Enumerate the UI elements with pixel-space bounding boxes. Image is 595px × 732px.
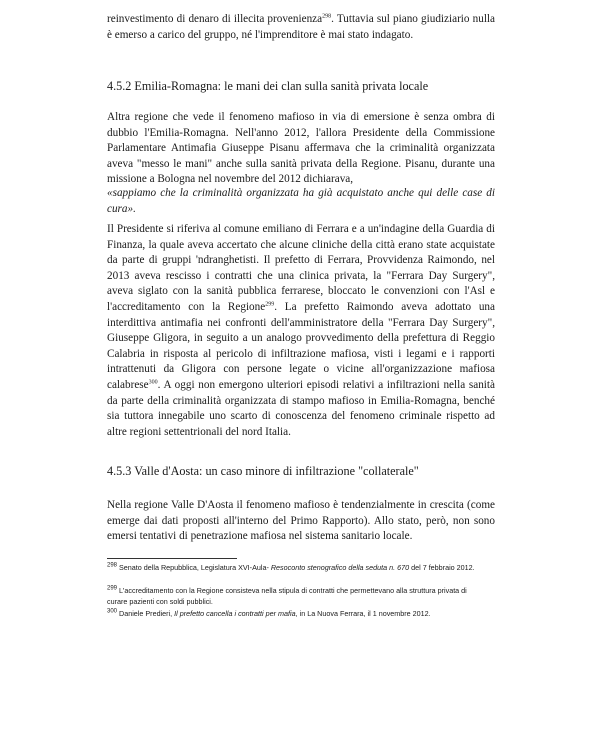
section-heading-4-5-3: 4.5.3 Valle d'Aosta: un caso minore di infiltrazione "collaterale"	[107, 464, 419, 478]
footnote-text: L'accreditamento con la Regione consisteva nella stipula di contratti che permettevano alla struttura privata di curare pazienti con soldi pubblici.	[107, 586, 467, 606]
footnote-300	[107, 609, 487, 620]
footnote-ref-298[interactable]: 298	[322, 13, 332, 20]
footnote-ref-299[interactable]: 299	[265, 301, 275, 308]
section-heading-4-5-2: 4.5.2 Emilia-Romagna: le mani dei clan sulla sanità privata locale	[107, 79, 429, 93]
section-4-5-2-paragraph-2	[107, 222, 495, 440]
footnote-298	[107, 563, 487, 574]
footnote-text: Daniele Predieri,	[117, 609, 175, 618]
footnote-italic-title: Il prefetto cancella i contratti per mafia	[174, 609, 296, 618]
paragraph-2-part-a: Il Presidente si riferiva al comune emiliano di Ferrara e a un'indagine della Guardia di Finanza, la quale aveva accertato che alcune cliniche della città erano state acquistate da parte di gruppi 'ndranghetisti. Il prefetto di Ferrara, Provvidenza Raimondo, nel 2013 aveva rescisso i contratti che una clinica privata, la "Ferrara Day Surgery", aveva siglato con la sanità pubblica ferrarese, bloccato le convenzioni con l'Asl e l'accreditamento con la Regione	[107, 223, 495, 313]
footnote-number: 298	[107, 562, 118, 569]
footnote-divider	[107, 558, 237, 559]
top-paragraph-rest: . Tuttavia sul piano giudiziario nulla è emerso a carico del gruppo, né l'imprenditore è mai stato indagato.	[107, 13, 495, 41]
section-4-5-2-paragraph-1: Altra regione che vede il fenomeno mafioso in via di emersione è senza ombra di dubbio l'Emilia-Romagna. Nell'anno 2012, l'allora Presidente della Commissione Parlamentare Antimafia Giuseppe Pisanu affermava che la criminalità organizzata aveva "messo le mani" anche sulla sanità privata della Regione. Pisanu, durante una missione a Bologna nel novembre del 2012 dichiarava,	[107, 111, 495, 186]
section-4-5-3-paragraph-1: Nella regione Valle D'Aosta il fenomeno mafioso è tendenzialmente in crescita (come emerge dai dati proposti all'interno del Primo Rapporto). Allo stato, però, non sono emersi tentativi di penetrazione mafiosa nel sistema sanitario locale.	[107, 499, 495, 543]
footnote-299	[107, 586, 487, 607]
paragraph-2-part-b: . La prefetto Raimondo aveva adottato una interdittiva antimafia nei confronti dell'amministratore della "Ferrara Day Surgery", Giuseppe Gligora, in seguito a un analogo provvedimento della prefettura di Reggio Calabria in risposta al pericolo di infiltrazione mafiosa, visti i legami e i rapporti intrattenuti da Gligora con persone legate o vicine all'organizzazione mafiosa calabrese	[107, 300, 495, 391]
footnote-text: Senato della Repubblica, Legislatura XVI-Aula-	[117, 563, 271, 572]
footnote-italic-title: Resoconto stenografico della seduta n. 670	[270, 563, 410, 572]
footnote-text: del 7 febbraio 2012.	[409, 563, 475, 572]
top-paragraph-text: reinvestimento di denaro di illecita provenienza	[107, 13, 323, 25]
footnote-ref-300[interactable]: 300	[148, 379, 158, 386]
footnote-text: , in La Nuova Ferrara, il 1 novembre 2012.	[295, 609, 431, 618]
top-paragraph	[107, 12, 495, 43]
paragraph-2-part-c: . A oggi non emergono ulteriori episodi relativi a infiltrazioni nella sanità da parte della criminalità organizzata di stampo mafioso in Emilia-Romagna, benché sia tuttora innegabile uno scarto di conoscenza del fenomeno criminale rispetto ad altre regioni settentrionali del nord Italia.	[107, 378, 495, 438]
footnote-number: 299	[107, 585, 118, 592]
footnote-number: 300	[107, 608, 118, 615]
section-4-5-2-quote: «sappiamo che la criminalità organizzata ha già acquistato anche qui delle case di cura».	[107, 187, 495, 215]
